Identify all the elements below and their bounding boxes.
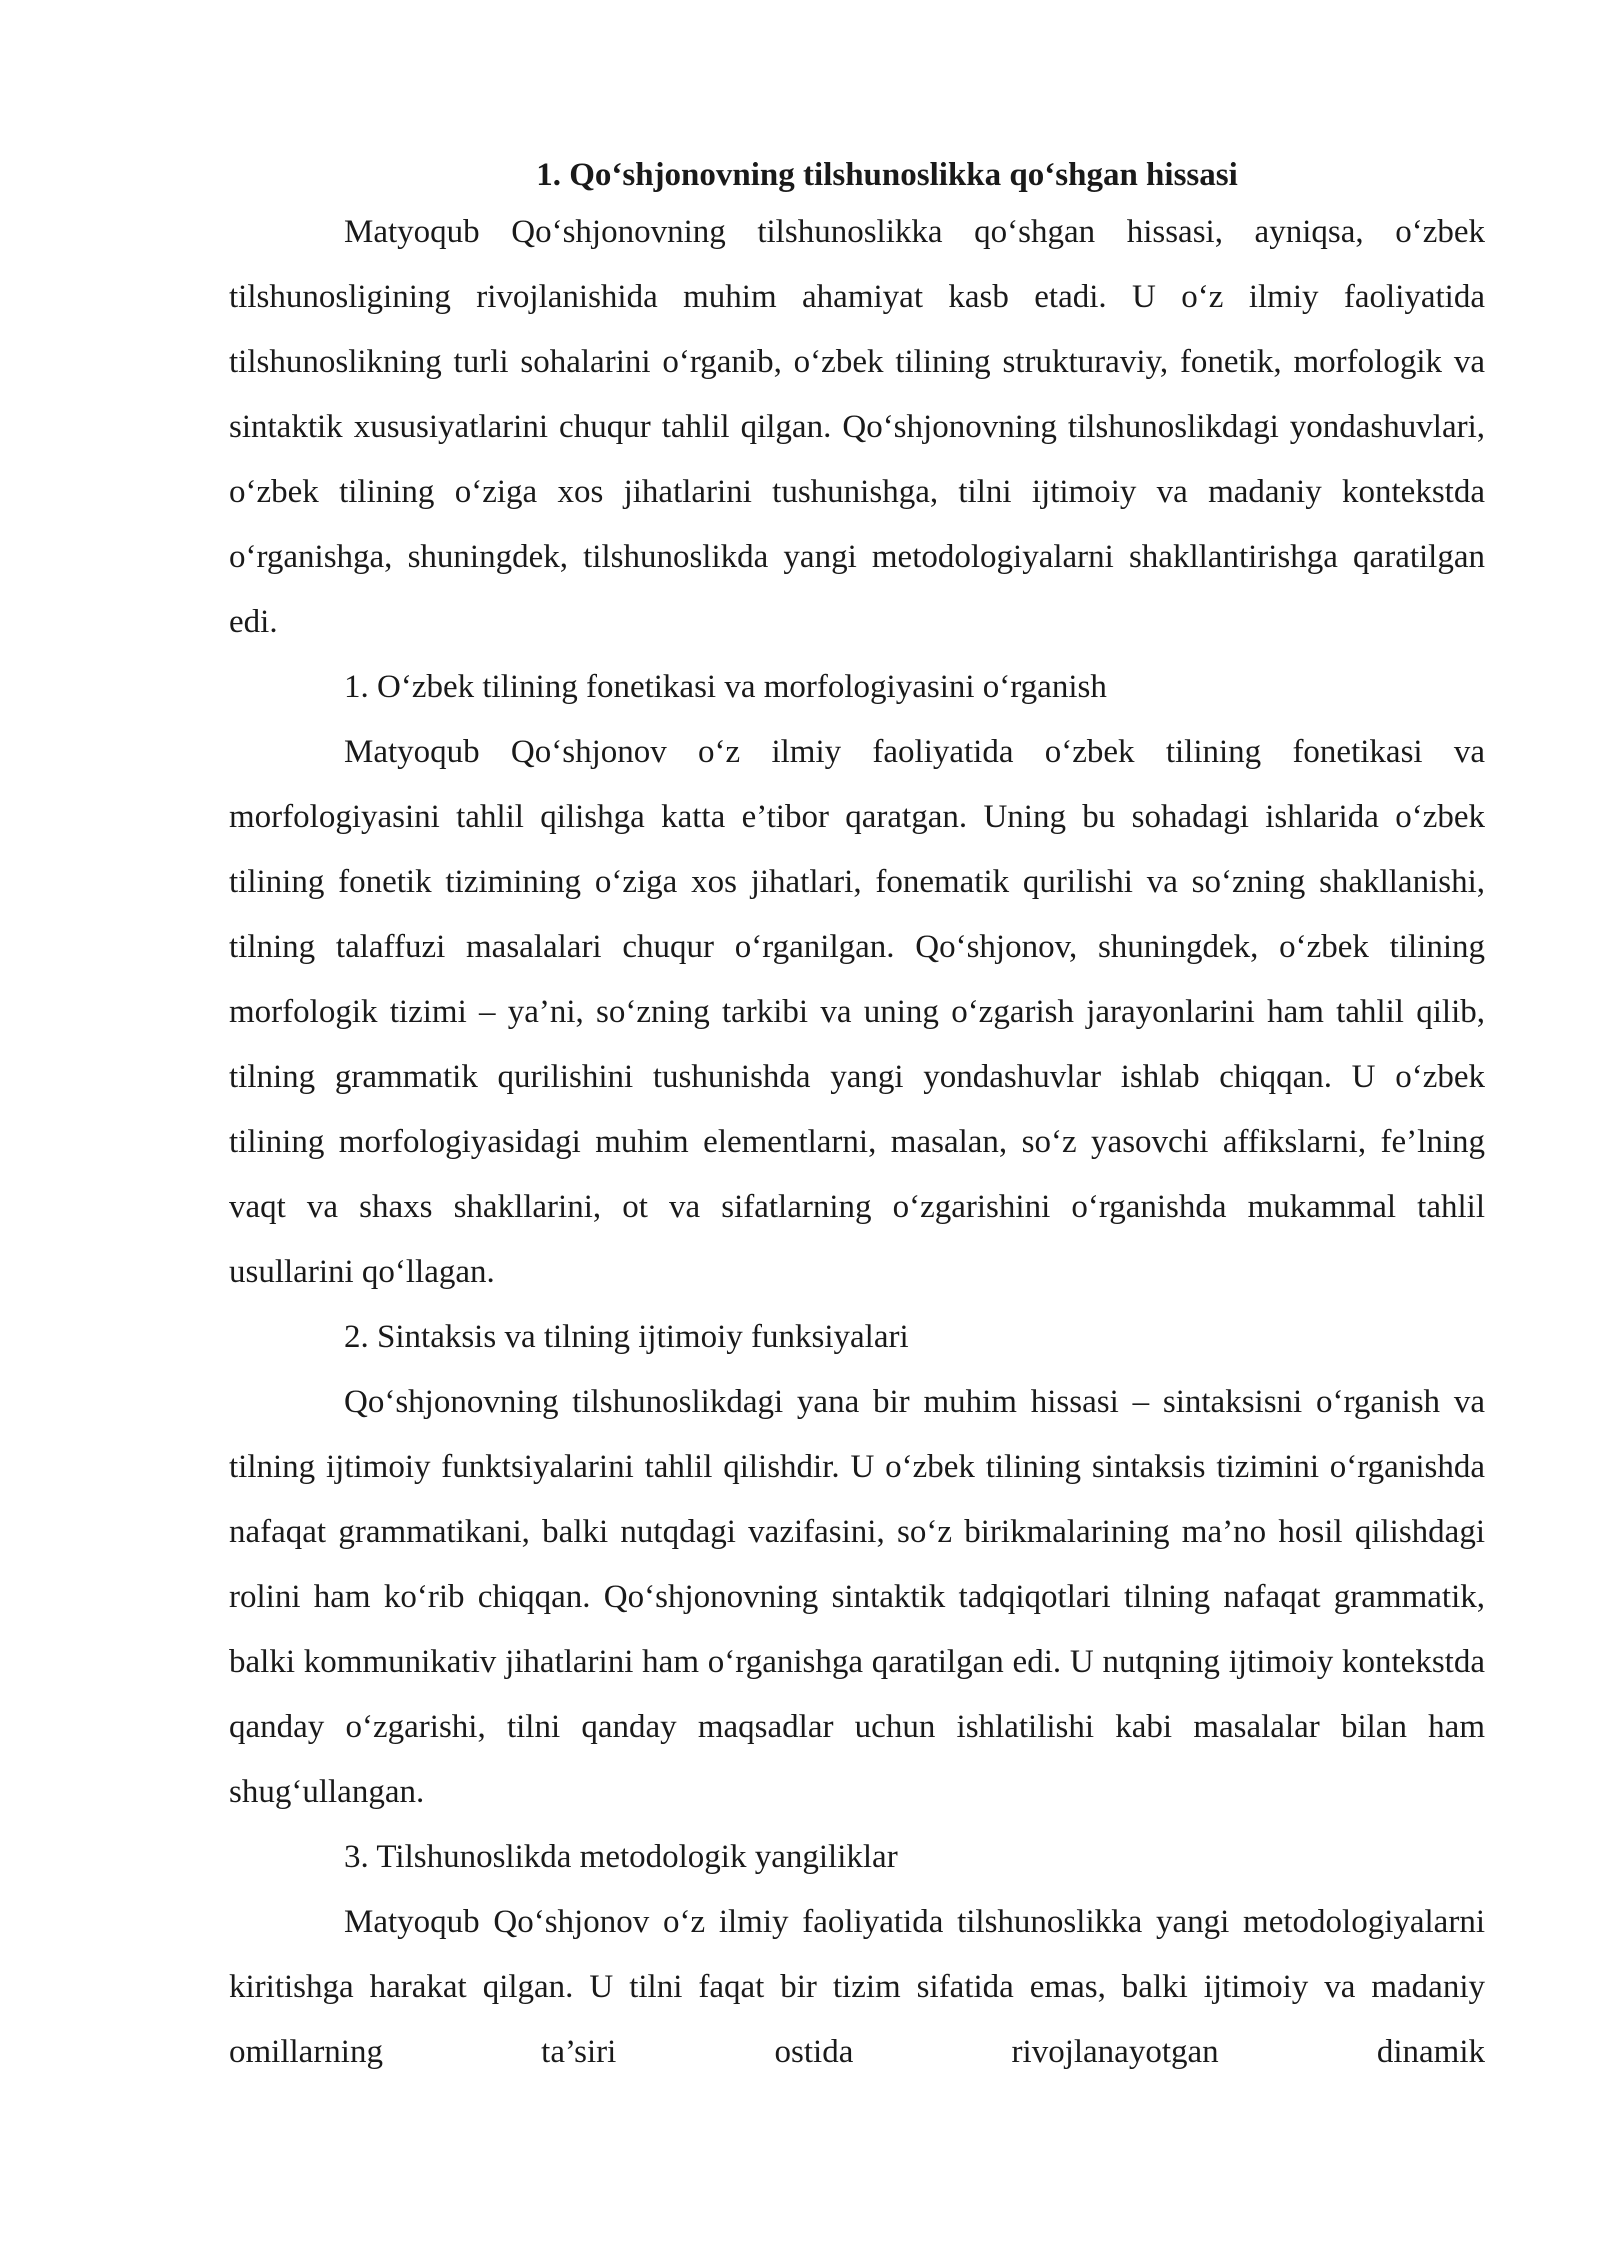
paragraph-syntax-social-functions: Qo‘shjonovning tilshunoslikdagi yana bir muhim hissasi – sintaksisni o‘rganish va tilning ijtimoiy funktsiyalarini tahlil qilishdir. U o‘zbek tilining sintaksis tizimini o‘rganishda nafaqat grammatikani, balki nutqdagi vazifasini, so‘z birikmalarining ma’no hosil qilishdagi rolini ham ko‘rib chiqqan. Qo‘shjonovning sintaktik tadqiqotlari tilning nafaqat grammatik, balki kommunikativ jihatlarini ham o‘rganishga qaratilgan edi. U nutqning ijtimoiy kontekstda qanday o‘zgarishi, tilni qanday maqsadlar uchun ishlatilishi kabi masalalar bilan ham shug‘ullangan. <box>229 1384 1485 1810</box>
paragraph-phonetics-morphology: Matyoqub Qo‘shjonov o‘z ilmiy faoliyatida o‘zbek tilining fonetikasi va morfologiyasini tahlil qilishga katta e’tibor qaratgan. Uning bu sohadagi ishlarida o‘zbek tilining fonetik tizimining o‘ziga xos jihatlari, fonematik qurilishi va so‘zning shakllanishi, tilning talaffuzi masalalari chuqur o‘rganilgan. Qo‘shjonov, shuningdek, o‘zbek tilining morfologik tizimi – ya’ni, so‘zning tarkibi va uning o‘zgarish jarayonlarini ham tahlil qilib, tilning grammatik qurilishini tushunishda yangi yondashuvlar ishlab chiqqan. U o‘zbek tilining morfologiyasidagi muhim elementlarni, masalan, so‘z yasovchi affikslarni, fe’lning vaqt va shaxs shakllarini, ot va sifatlarning o‘zgarishini o‘rganishda mukammal tahlil usullarini qo‘llagan. <box>229 734 1485 1290</box>
document-body <box>229 150 1485 2085</box>
section-heading-phonetics-morphology: 1. O‘zbek tilining fonetikasi va morfologiyasini o‘rganish <box>344 669 1107 705</box>
paragraph-methodological-innovations: Matyoqub Qo‘shjonov o‘z ilmiy faoliyatida tilshunoslikka yangi metodologiyalarni kiritishga harakat qilgan. U tilni faqat bir tizim sifatida emas, balki ijtimoiy va madaniy omillarning ta’siri ostida rivojlanayotgan dinamik <box>229 1904 1485 2070</box>
section-heading-methodological-innovations: 3. Tilshunoslikda metodologik yangiliklar <box>344 1839 898 1875</box>
document-title: 1. Qo‘shjonovning tilshunoslikka qo‘shgan hissasi <box>536 157 1238 193</box>
paragraph-intro: Matyoqub Qo‘shjonovning tilshunoslikka qo‘shgan hissasi, ayniqsa, o‘zbek tilshunosligining rivojlanishida muhim ahamiyat kasb etadi. U o‘z ilmiy faoliyatida tilshunoslikning turli sohalarini o‘rganib, o‘zbek tilining strukturaviy, fonetik, morfologik va sintaktik xususiyatlarini chuqur tahlil qilgan. Qo‘shjonovning tilshunoslikdagi yondashuvlari, o‘zbek tilining o‘ziga xos jihatlarini tushunishga, tilni ijtimoiy va madaniy kontekstda o‘rganishga, shuningdek, tilshunoslikda yangi metodologiyalarni shakllantirishga qaratilgan edi. <box>229 214 1485 640</box>
section-heading-syntax-social-functions: 2. Sintaksis va tilning ijtimoiy funksiyalari <box>344 1319 909 1355</box>
